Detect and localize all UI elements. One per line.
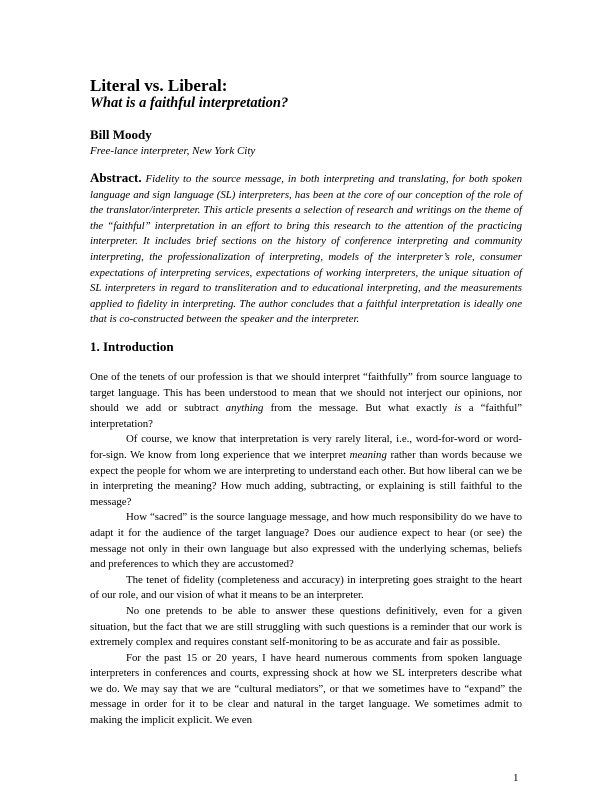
page-number: 1 [513, 772, 519, 784]
paper-title: Literal vs. Liberal: [90, 76, 228, 95]
paper-subtitle: What is a faithful interpretation? [90, 95, 289, 111]
paragraph: How “sacred” is the source language message, and how much responsibility do we have to adapt it for the audience of the target language? Does our audience expect to hear (or see) the message not only in their own language but also expressed with the underlying schemas, beliefs and preferences to which they are accustomed? [90, 511, 522, 571]
paragraph: No one pretends to be able to answer these questions definitively, even for a given situation, but the fact that we are still struggling with such questions is a reminder that our work is extremely complex and requires constant self-monitoring to be as accurate and fair as possible. [90, 604, 522, 649]
paragraph: For the past 15 or 20 years, I have heard numerous comments from spoken language interpreters in conferences and courts, expressing shock at how we SL interpreters describe what we do. We may say that we are “cultural mediators”, or that we sometimes have to “expand” the message in order for it to be clear and natural in the target language. We sometimes admit to making the implicit explicit. We even [90, 651, 522, 727]
abstract-text: Fidelity to the source message, in both interpreting and translating, for both spoken language and sign language (SL) interpreters, has been at the core of our conception of the role of the translator/interpreter. This article presents a selection of research and writings on the theme of the “faithful” interpretation in an effort to bring this research to the attention of the practicing interpreter. It includes brief sections on the history of conference interpreting and community interpreting, the professionalization of interpreting, models of the interpreter’s role, consumer expectations of interpreting services, expectations of working interpreters, the unique situation of SL interpreters in regard to transliteration and to educational interpreting, and the measurements applied to fidelity in interpreting. The author concludes that a faithful interpretation is ideally one that is co-constructed between the speaker and the interpreter. [90, 173, 523, 326]
paragraph: Of course, we know that interpretation is very rarely literal, i.e., word-for-word or word-for-sign. We know from long experience that we interpret meaning rather than words because we expect the people for whom we are interpreting to understand each other. But how liberal can we be in interpreting the meaning? How much adding, subtracting, or explaining is still faithful to the message? [90, 433, 522, 508]
abstract-label: Abstract. [90, 170, 142, 185]
introduction-body [90, 370, 522, 729]
author-name: Bill Moody [90, 127, 152, 142]
paragraph: One of the tenets of our profession is that we should interpret “faithfully” from source language to target language. This has been understood to mean that we should not interject our opinions, nor should we add or subtract anything from the message. But what exactly is a “faithful” interpretation? [90, 371, 522, 430]
section-heading-introduction: 1. Introduction [90, 339, 174, 354]
paragraph: The tenet of fidelity (completeness and accuracy) in interpreting goes straight to the heart of our role, and our vision of what it means to be an interpreter. [90, 573, 522, 602]
abstract [90, 170, 522, 328]
author-affiliation: Free-lance interpreter, New York City [90, 145, 256, 157]
